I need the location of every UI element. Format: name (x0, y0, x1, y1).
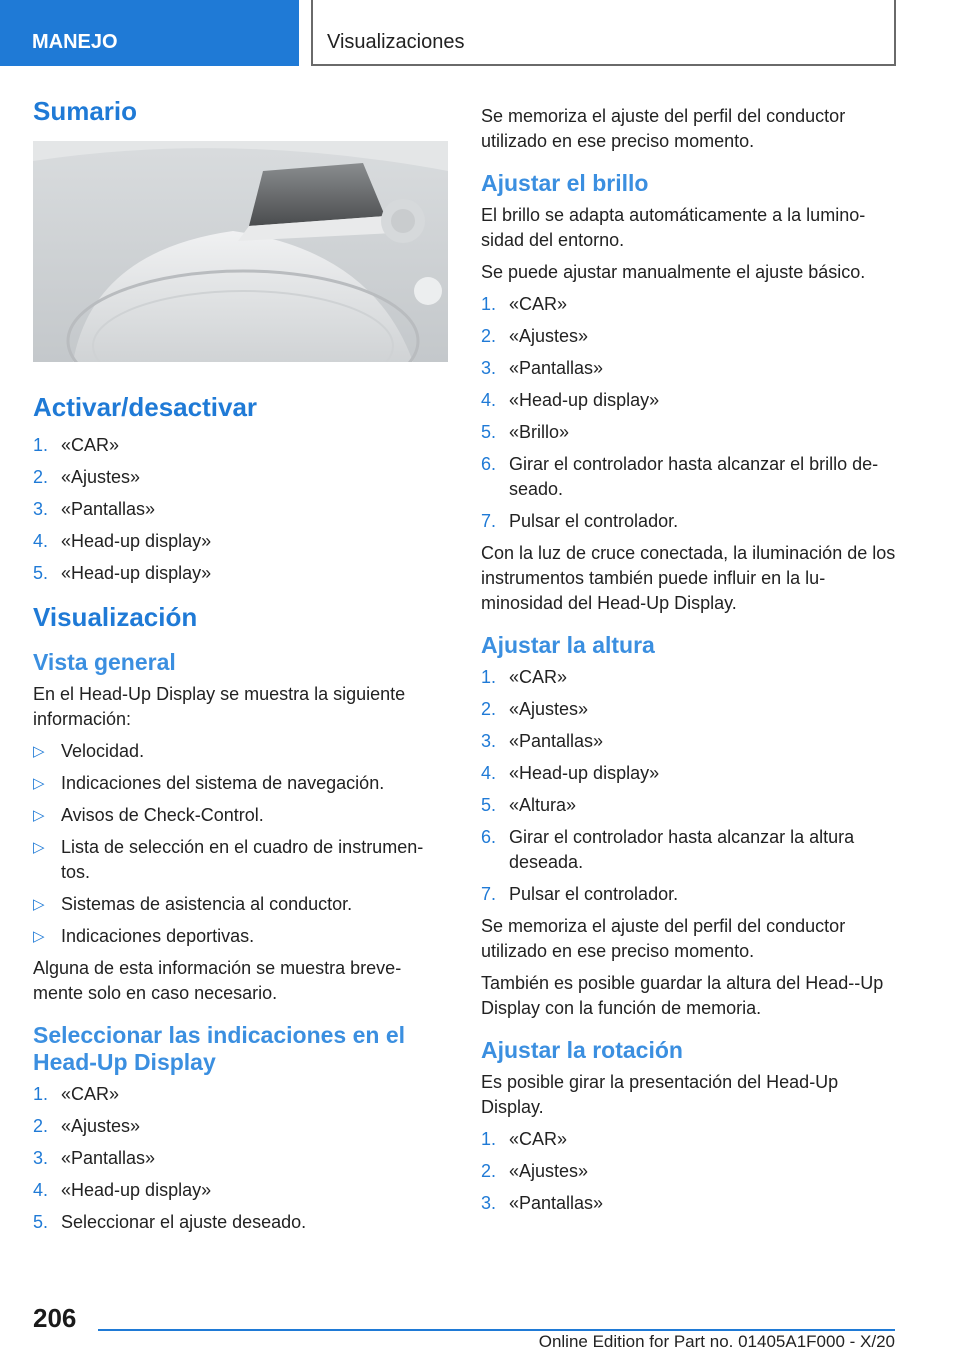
brillo-p1: El brillo se adapta automáticamente a la lumino‐sidad del entorno. (481, 205, 866, 250)
heading-visualizacion: Visualización (33, 602, 198, 632)
page-header (0, 0, 960, 66)
vista-intro: En el Head-Up Display se muestra la siguiente información: (33, 684, 406, 729)
list-item: 6. Girar el controlador hasta alcanzar el brillo de‐seado. (481, 454, 879, 499)
list-item: 3. «Pantallas» (481, 731, 604, 751)
triangle-right-icon: ▷ (33, 775, 45, 792)
right-column (481, 104, 896, 1223)
profile-note: Se memoriza el ajuste del perfil del conductor utilizado en ese preciso momento. (481, 106, 846, 151)
brillo-p2: Se puede ajustar manualmente el ajuste básico. (481, 262, 866, 282)
heading-rotacion: Ajustar la rotación (481, 1037, 683, 1063)
list-item: 3. «Pantallas» (33, 1148, 156, 1168)
list-item: 5. «Head-up display» (33, 563, 212, 583)
list-item: ▷ Lista de selección en el cuadro de instrumen‐tos. (33, 837, 424, 882)
brillo-steps (481, 292, 896, 534)
rotacion-p1: Es posible girar la presentación del Head-Up Display. (481, 1072, 839, 1117)
list-item: 3. «Pantallas» (33, 499, 156, 519)
list-item: 3. «Pantallas» (481, 358, 604, 378)
heading-activar: Activar/desactivar (33, 392, 258, 422)
heading-brillo: Ajustar el brillo (481, 170, 649, 196)
heading-altura: Ajustar la altura (481, 632, 655, 658)
list-item: 2. «Ajustes» (33, 467, 141, 487)
list-item: 2. «Ajustes» (481, 326, 589, 346)
list-item: ▷ Velocidad. (33, 739, 448, 764)
list-item: 1. «CAR» (481, 1129, 568, 1149)
list-item: ▷ Indicaciones del sistema de navegación. (33, 771, 448, 796)
altura-note-2: También es posible guardar la altura del Head-‐Up Display con la función de memoria. (481, 973, 884, 1018)
list-item: 2. «Ajustes» (33, 1116, 141, 1136)
vista-note: Alguna de esta información se muestra breve‐mente solo en caso necesario. (33, 958, 402, 1003)
left-column (33, 96, 448, 1242)
altura-note-1: Se memoriza el ajuste del perfil del conductor utilizado en ese preciso momento. (481, 916, 846, 961)
list-item: 1. «CAR» (481, 667, 568, 687)
edition-label: Online Edition for Part no. 01405A1F000 - X/20 (538, 1332, 895, 1351)
seleccionar-steps (33, 1082, 448, 1235)
list-item: 5. Seleccionar el ajuste deseado. (33, 1212, 307, 1232)
head-up-display-illustration (33, 141, 448, 362)
list-item: ▷ Sistemas de asistencia al conductor. (33, 892, 448, 917)
page-footer (0, 1296, 960, 1362)
list-item: ▷ Avisos de Check-Control. (33, 803, 448, 828)
list-item: 1. «CAR» (481, 294, 568, 314)
list-item: 6. Girar el controlador hasta alcanzar la altura deseada. (481, 827, 855, 872)
list-item: 5. «Altura» (481, 795, 577, 815)
list-item: ▷ Indicaciones deportivas. (33, 924, 448, 949)
list-item: 4. «Head-up display» (33, 1180, 212, 1200)
page-title: Sumario (33, 96, 138, 126)
list-item: 5. «Brillo» (481, 422, 570, 442)
list-item: 3. «Pantallas» (481, 1193, 604, 1213)
triangle-right-icon: ▷ (33, 839, 45, 856)
section-label: MANEJO (0, 0, 299, 66)
list-item: 7. Pulsar el controlador. (481, 511, 679, 531)
list-item: 4. «Head-up display» (481, 763, 660, 783)
triangle-right-icon: ▷ (33, 928, 45, 945)
triangle-right-icon: ▷ (33, 896, 45, 913)
page-number: 206 (33, 1303, 77, 1333)
footer-divider (98, 1329, 895, 1331)
list-item: 1. «CAR» (33, 435, 120, 455)
vista-bullets (33, 739, 448, 949)
list-item: 7. Pulsar el controlador. (481, 884, 679, 904)
brillo-note: Con la luz de cruce conectada, la iluminación de los instrumentos también puede influir en la lu‐minosidad del Head-Up Display. (481, 543, 896, 613)
heading-seleccionar: Seleccionar las indicaciones en el Head-Up Display (33, 1022, 406, 1075)
list-item: 2. «Ajustes» (481, 699, 589, 719)
triangle-right-icon: ▷ (33, 743, 45, 760)
heading-vista-general: Vista general (33, 649, 176, 675)
triangle-right-icon: ▷ (33, 807, 45, 824)
activar-steps (33, 433, 448, 586)
altura-steps (481, 665, 896, 907)
dashboard-hud-image (33, 141, 448, 362)
list-item: 4. «Head-up display» (481, 390, 660, 410)
list-item: 4. «Head-up display» (33, 531, 212, 551)
topic-label: Visualizaciones (311, 0, 896, 66)
list-item: 1. «CAR» (33, 1084, 120, 1104)
list-item: 2. «Ajustes» (481, 1161, 589, 1181)
rotacion-steps (481, 1127, 896, 1216)
